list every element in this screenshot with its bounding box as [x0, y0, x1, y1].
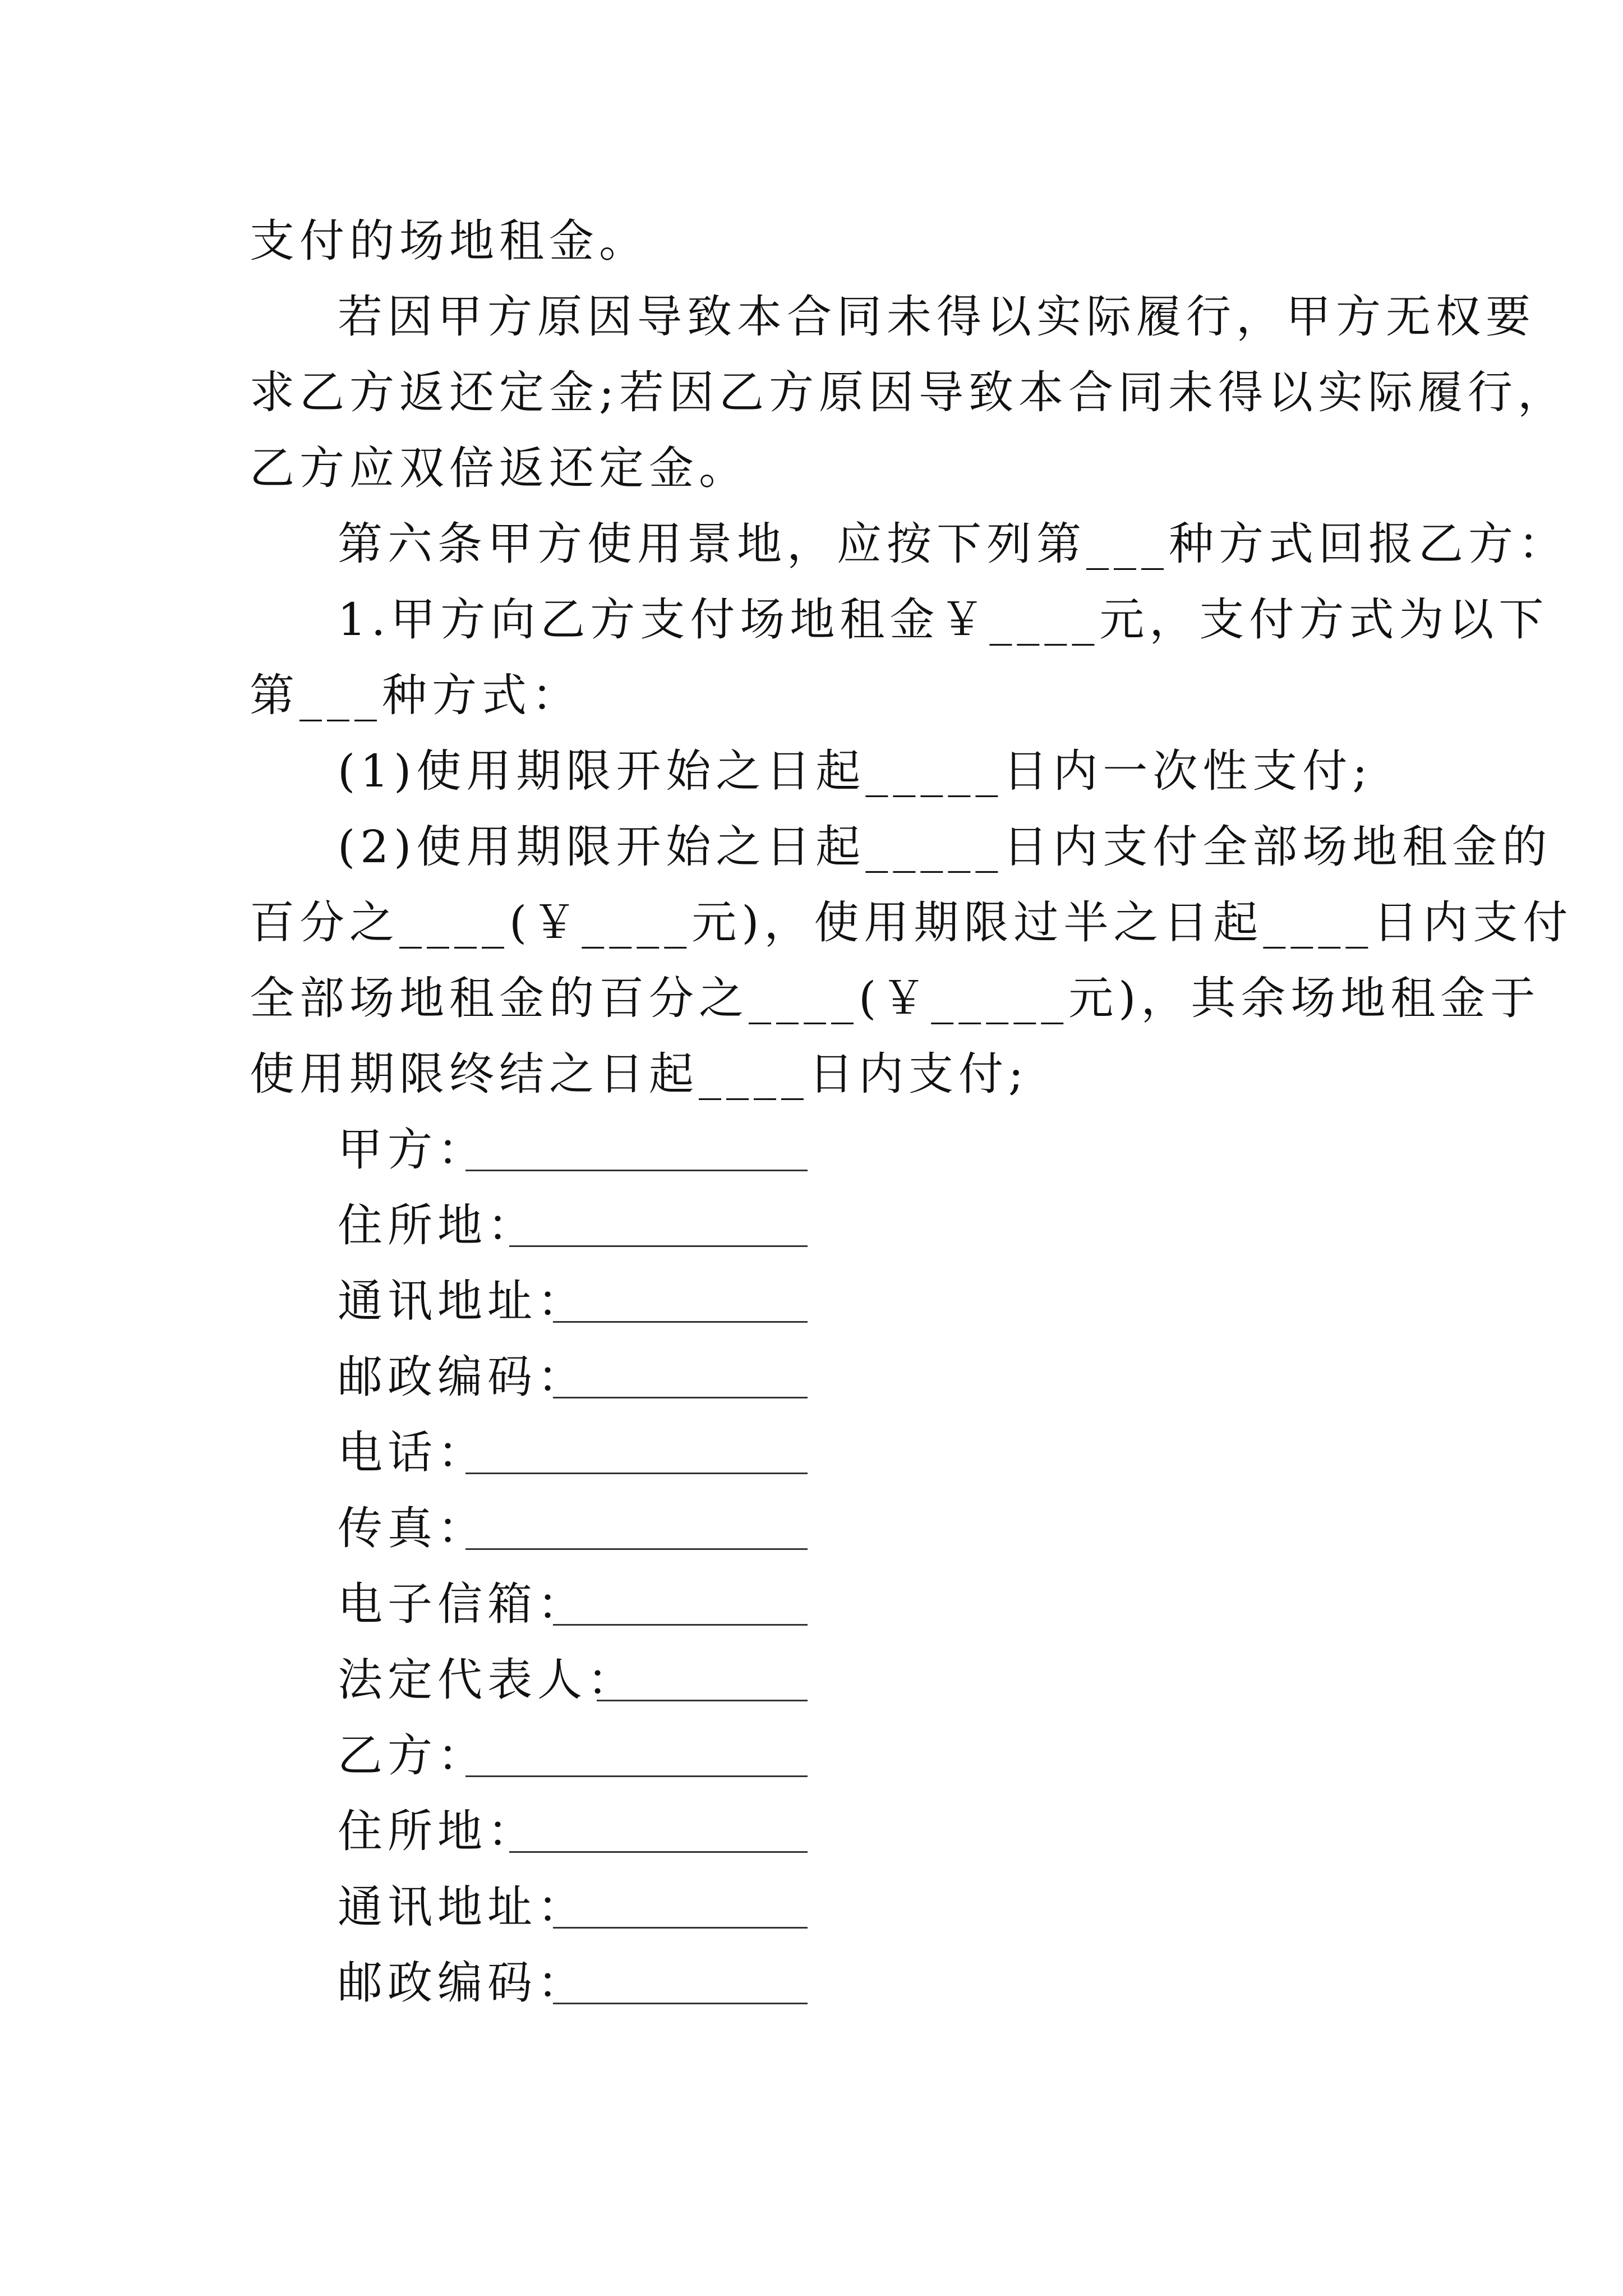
paragraph-line: 乙方应双倍返还定金。 — [250, 442, 749, 494]
party-b-postcode-blank — [553, 2003, 808, 2004]
paragraph-line: 第六条甲方使用景地，应按下列第___种方式回报乙方： — [338, 518, 1568, 570]
party-a-phone-label: 电话： — [338, 1427, 487, 1479]
party-a-name-label: 甲方： — [338, 1124, 487, 1176]
party-a-address-blank — [509, 1245, 808, 1247]
party-b-postcode-label: 邮政编码： — [338, 1957, 587, 2009]
paragraph-line: 若因甲方原因导致本合同未得以实际履行，甲方无权要 — [338, 291, 1536, 343]
party-a-email-label: 电子信箱： — [338, 1578, 587, 1630]
party-a-fax-label: 传真： — [338, 1502, 487, 1554]
party-b-mail-address-label: 通讯地址： — [338, 1881, 587, 1933]
paragraph-line: 百分之____(￥____元)，使用期限过半之日起____日内支付 — [250, 896, 1573, 949]
paragraph-line: 全部场地租金的百分之____(￥_____元)，其余场地租金于 — [250, 972, 1541, 1024]
paragraph-line: 求乙方返还定金;若因乙方原因导致本合同未得以实际履行， — [250, 366, 1567, 418]
paragraph-line: 支付的场地租金。 — [250, 215, 649, 267]
party-a-mail-address-blank — [553, 1321, 808, 1323]
party-a-legal-rep-blank — [597, 1700, 808, 1701]
party-a-address-label: 住所地： — [338, 1199, 537, 1251]
party-a-mail-address-label: 通讯地址： — [338, 1275, 587, 1327]
party-a-phone-blank — [465, 1473, 808, 1474]
paragraph-line: (1)使用期限开始之日起_____日内一次性支付; — [338, 745, 1373, 797]
paragraph-line: 使用期限终结之日起____日内支付; — [250, 1048, 1029, 1100]
party-b-address-blank — [509, 1851, 808, 1853]
paragraph-line: 第___种方式： — [250, 669, 582, 721]
paragraph-line: (2)使用期限开始之日起_____日内支付全部场地租金的 — [338, 821, 1552, 873]
paragraph-line: 1.甲方向乙方支付场地租金￥____元，支付方式为以下 — [338, 593, 1549, 646]
party-a-email-blank — [553, 1624, 808, 1626]
party-b-mail-address-blank — [553, 1927, 808, 1929]
party-a-legal-rep-label: 法定代表人： — [338, 1654, 637, 1706]
party-b-name-label: 乙方： — [338, 1729, 487, 1782]
party-b-name-blank — [465, 1775, 808, 1777]
party-a-postcode-blank — [553, 1397, 808, 1398]
party-a-fax-blank — [465, 1548, 808, 1550]
party-a-name-blank — [465, 1170, 808, 1171]
party-a-postcode-label: 邮政编码： — [338, 1351, 587, 1403]
party-b-address-label: 住所地： — [338, 1805, 537, 1857]
